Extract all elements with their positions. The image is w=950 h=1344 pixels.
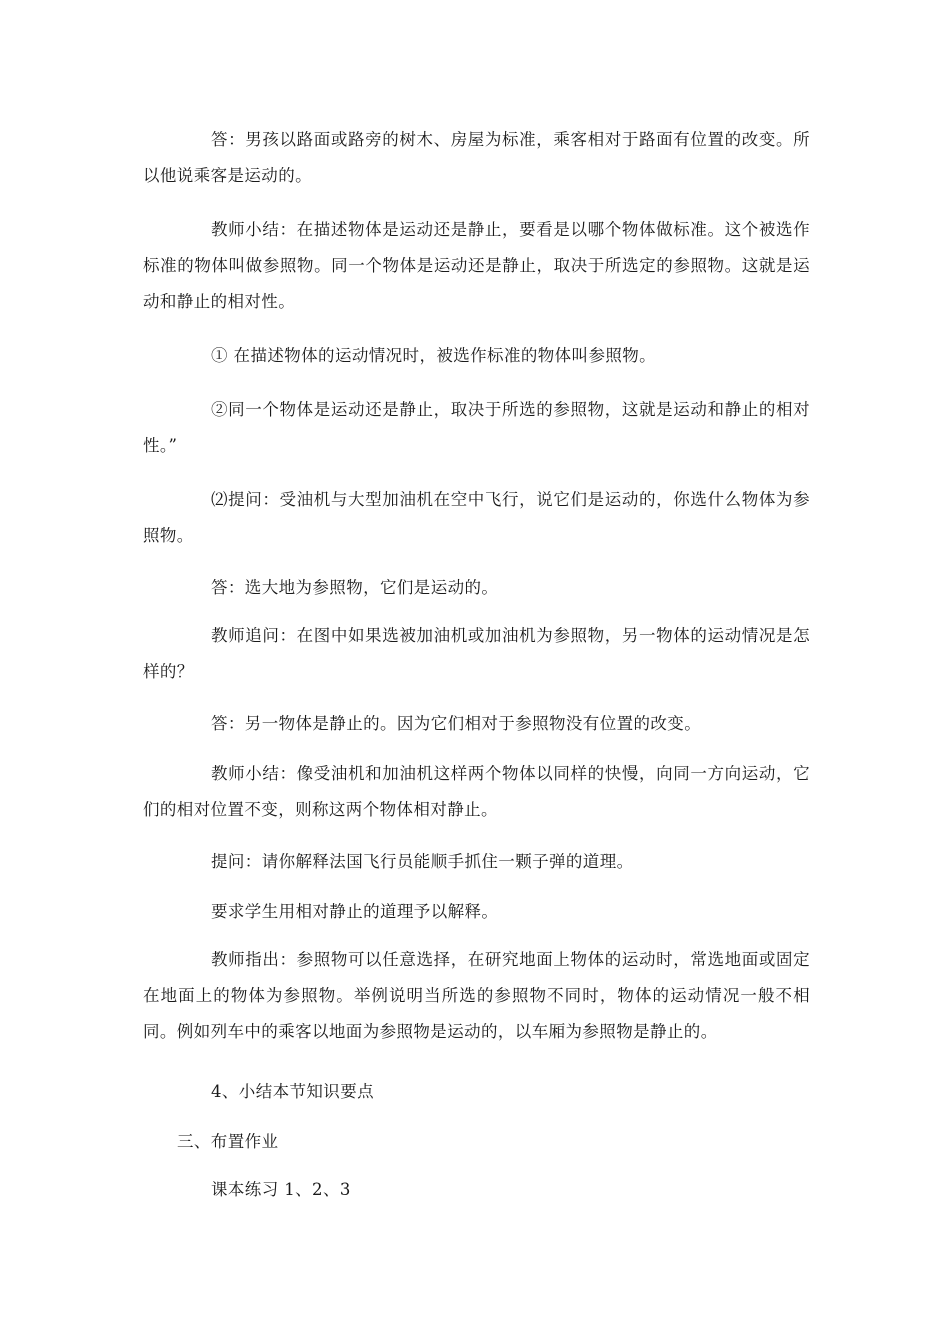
paragraph-answer-static: 答：另一物体是静止的。因为它们相对于参照物没有位置的改变。 xyxy=(211,714,702,733)
paragraph-teacher-points-out: 教师指出：参照物可以任意选择，在研究地面上物体的运动时，常选地面或固定在地面上的物体为参照物。举例说明当所选的参照物不同时，物体的运动情况一般不相同。例如列车中的乘客以地面为参照物是运动的，以车厢为参照物是静止的。 xyxy=(143,950,810,1041)
paragraph-teacher-summary-relative: 教师小结：像受油机和加油机这样两个物体以同样的快慢，向同一方向运动，它们的相对位置不变，则称这两个物体相对静止。 xyxy=(143,764,810,819)
paragraph-teacher-summary-reference: 教师小结：在描述物体是运动还是静止，要看是以哪个物体做标准。这个被选作标准的物体叫做参照物。同一个物体是运动还是静止，取决于所选定的参照物。这就是运动和静止的相对性。 xyxy=(143,220,810,311)
paragraph-answer-boy: 答：男孩以路面或路旁的树木、房屋为标准，乘客相对于路面有位置的改变。所以他说乘客是运动的。 xyxy=(143,130,810,185)
paragraph-question-refuel: ⑵提问：受油机与大型加油机在空中飞行，说它们是运动的，你选什么物体为参照物。 xyxy=(143,490,810,545)
paragraph-point-one: ① 在描述物体的运动情况时，被选作标准的物体叫参照物。 xyxy=(211,346,657,365)
paragraph-answer-ground: 答：选大地为参照物，它们是运动的。 xyxy=(211,578,499,597)
paragraph-question-bullet: 提问：请你解释法国飞行员能顺手抓住一颗子弹的道理。 xyxy=(211,852,634,871)
paragraph-teacher-followup: 教师追问：在图中如果选被加油机或加油机为参照物，另一物体的运动情况是怎样的？ xyxy=(143,626,810,681)
section-heading-homework: 三、布置作业 xyxy=(177,1132,279,1151)
paragraph-summary-heading: 4、小结本节知识要点 xyxy=(211,1082,374,1101)
paragraph-point-two: ②同一个物体是运动还是静止，取决于所选的参照物，这就是运动和静止的相对性。” xyxy=(143,400,810,455)
paragraph-homework-exercises: 课本练习 1、2、3 xyxy=(211,1180,351,1199)
paragraph-requirement: 要求学生用相对静止的道理予以解释。 xyxy=(211,902,499,921)
